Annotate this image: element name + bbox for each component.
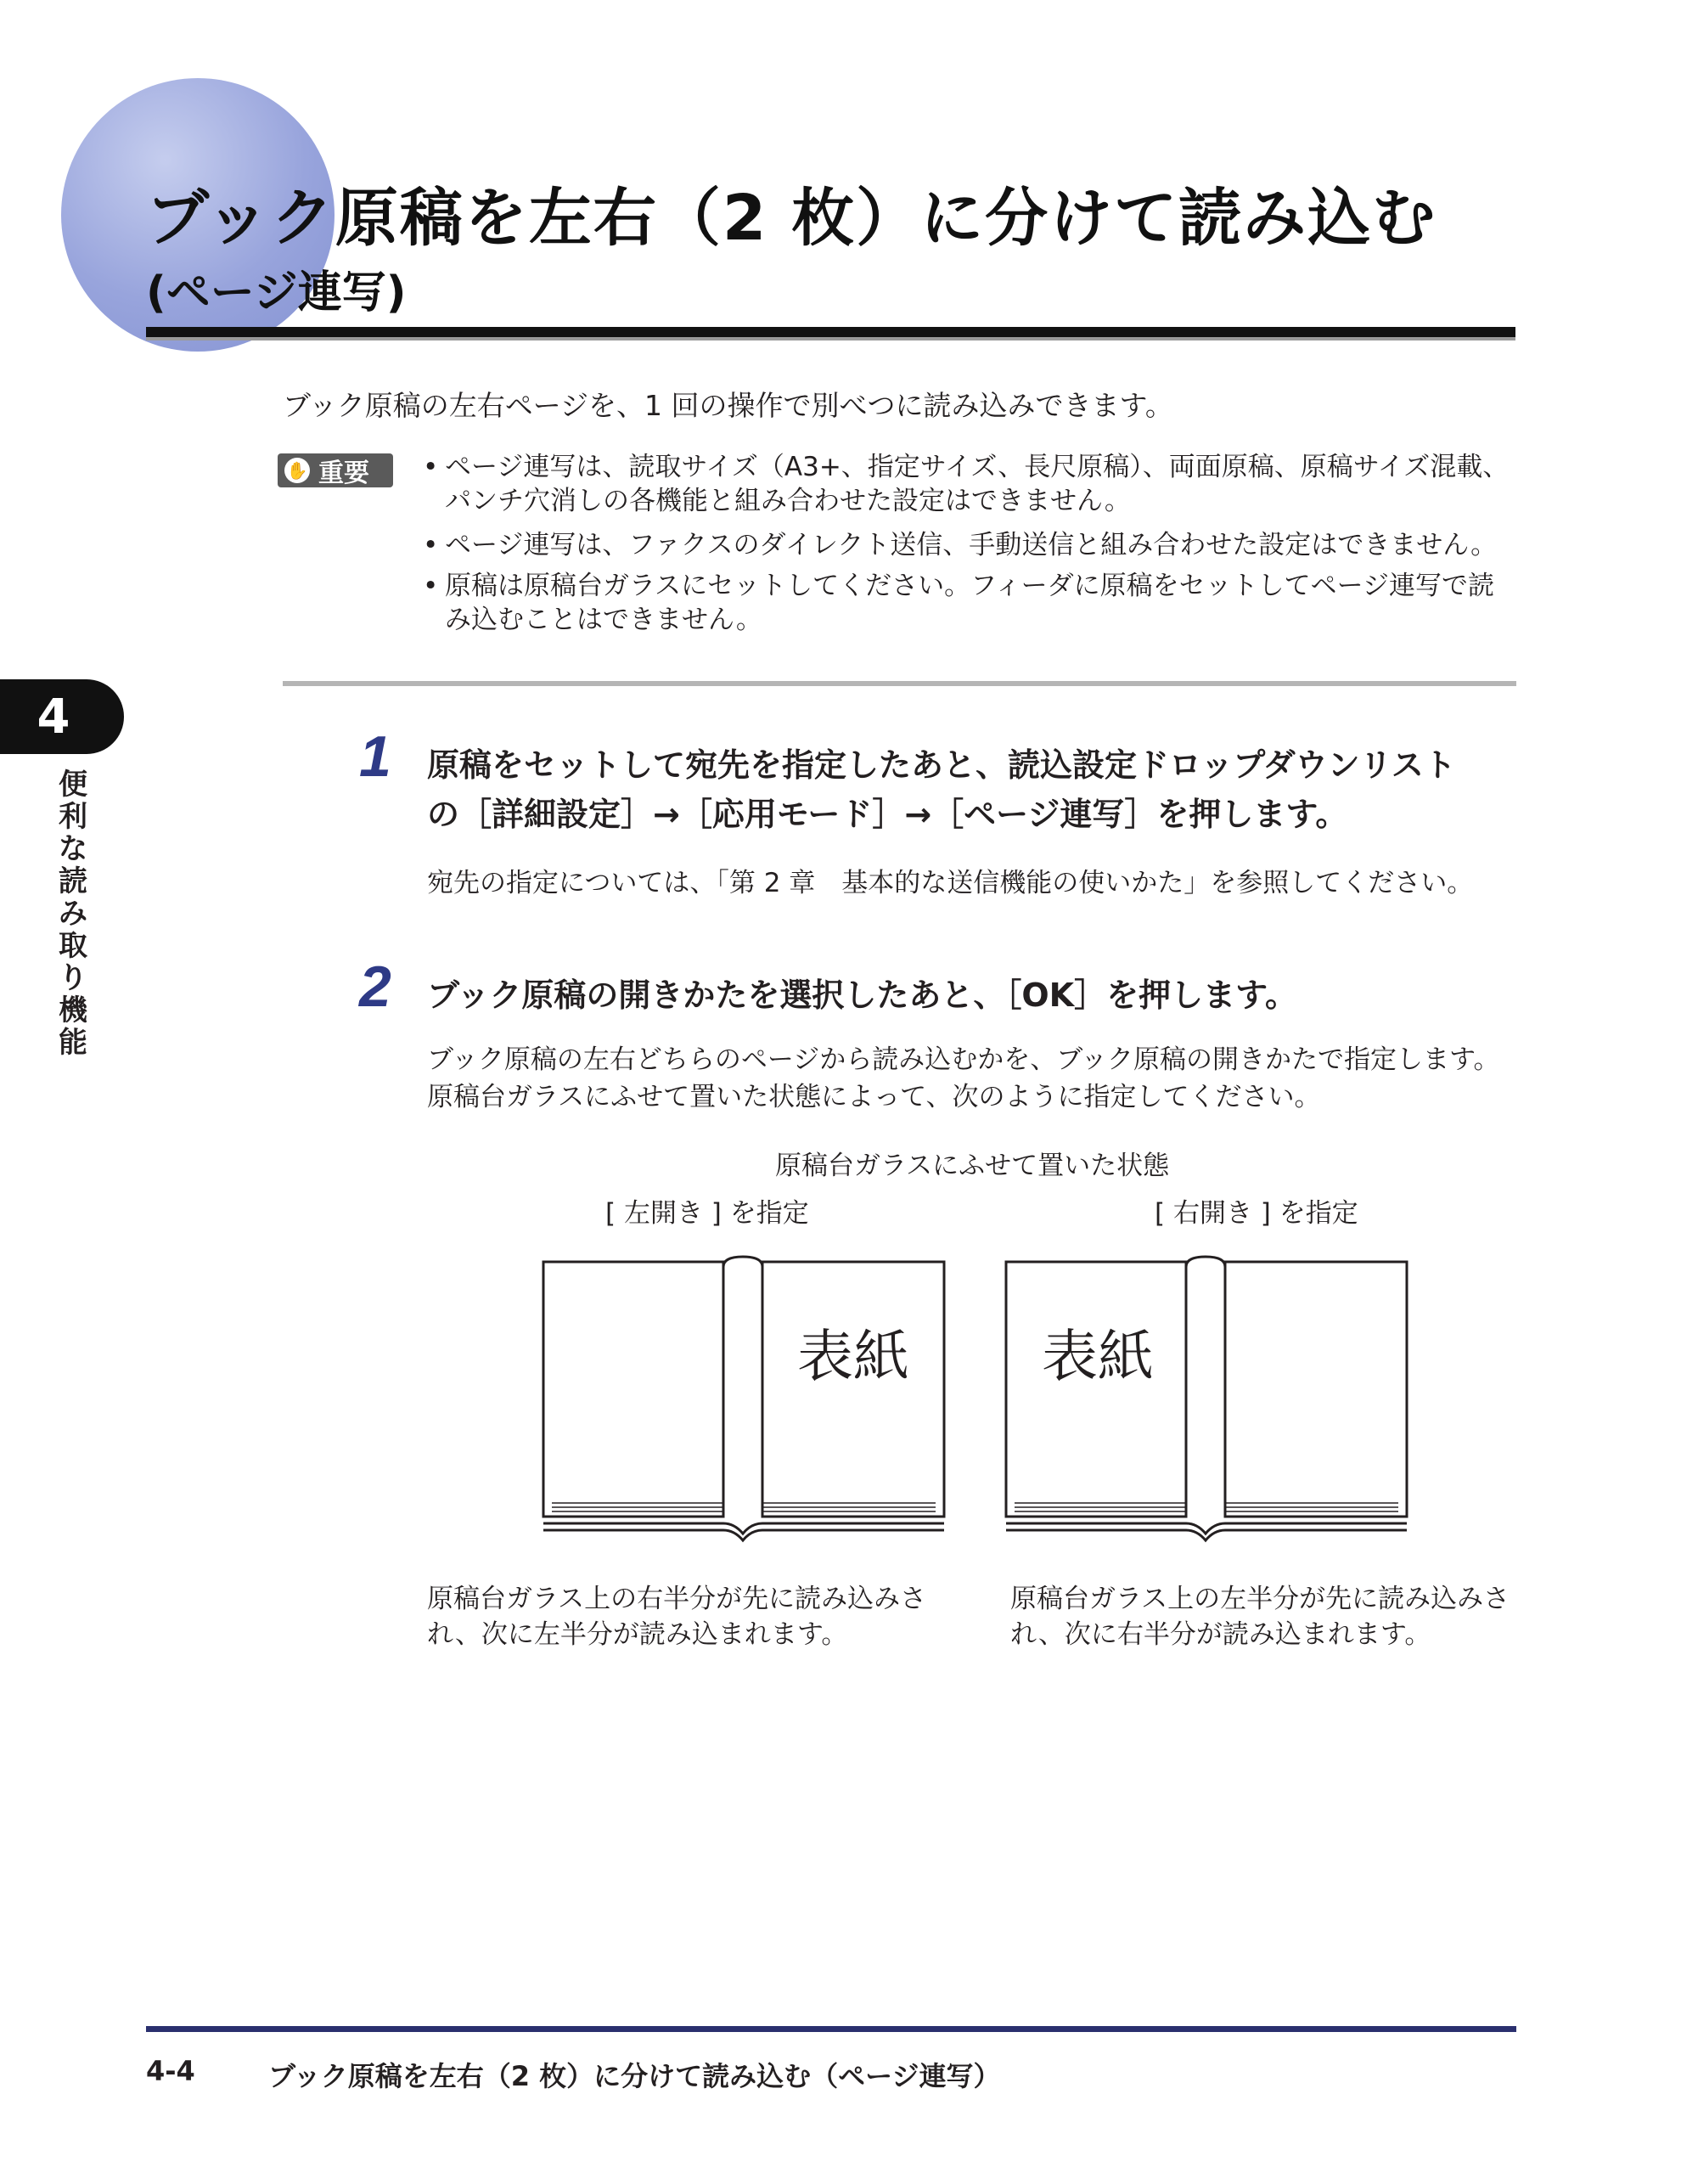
bullet-icon: • bbox=[423, 530, 439, 560]
description-line2: れ、次に右半分が読み込まれます。 bbox=[1010, 1619, 1431, 1650]
important-item-line2: み込むことはできません。 bbox=[445, 605, 762, 635]
book-left-open-illustration bbox=[535, 1248, 951, 1554]
description-line1: 原稿台ガラス上の左半分が先に読み込みさ bbox=[1010, 1584, 1510, 1614]
left-open-label: [ 左開き ] を指定 bbox=[605, 1198, 809, 1229]
left-open-description bbox=[427, 1581, 970, 1652]
diagram-caption: 原稿台ガラスにふせて置いた状態 bbox=[775, 1151, 1170, 1181]
title-divider bbox=[146, 327, 1515, 337]
important-label: 重要 bbox=[318, 459, 369, 488]
step-text-line1: ブック原稿の左右どちらのページから読み込むかを、ブック原稿の開きかたで指定します。 bbox=[427, 1044, 1500, 1075]
important-badge bbox=[278, 453, 393, 487]
step-title-line2: の［詳細設定］→［応用モード］→［ページ連写］を押します。 bbox=[427, 796, 1348, 833]
page-number: 4-4 bbox=[146, 2055, 195, 2087]
intro-text: ブック原稿の左右ページを、1 回の操作で別べつに読み込みできます。 bbox=[283, 389, 1173, 422]
description-line1: 原稿台ガラス上の右半分が先に読み込みさ bbox=[427, 1584, 927, 1614]
page-subtitle: (ページ連写) bbox=[146, 267, 407, 318]
hand-stop-icon: ✋ bbox=[284, 458, 310, 483]
page-title: ブック原稿を左右（2 枚）に分けて読み込む bbox=[146, 182, 1437, 255]
important-item bbox=[423, 528, 1527, 562]
footer-title: ブック原稿を左右（2 枚）に分けて読み込む（ページ連写） bbox=[268, 2060, 1001, 2092]
bullet-icon: • bbox=[423, 571, 439, 601]
right-open-label: [ 右開き ] を指定 bbox=[1155, 1198, 1358, 1229]
cover-text: 表紙 bbox=[1042, 1324, 1154, 1389]
footer-divider bbox=[146, 2026, 1516, 2032]
chapter-tab: 4 bbox=[0, 679, 124, 754]
step-number: 2 bbox=[359, 954, 391, 1019]
step-title-line1: 原稿をセットして宛先を指定したあと、読込設定ドロップダウンリスト bbox=[427, 746, 1456, 784]
important-item-line2: パンチ穴消しの各機能と組み合わせた設定はできません。 bbox=[445, 486, 1131, 516]
important-item-line1: ページ連写は、読取サイズ（A3+、指定サイズ、長尺原稿）、両面原稿、原稿サイズ混載、 bbox=[445, 452, 1510, 482]
important-item-line1: ページ連写は、ファクスのダイレクト送信、手動送信と組み合わせた設定はできません。 bbox=[445, 530, 1498, 560]
right-open-description bbox=[1010, 1581, 1554, 1652]
important-item bbox=[423, 569, 1527, 637]
book-right-open-illustration bbox=[998, 1248, 1414, 1554]
description-line2: れ、次に左半分が読み込まれます。 bbox=[427, 1619, 848, 1650]
step-title: ブック原稿の開きかたを選択したあと、［OK］を押します。 bbox=[427, 977, 1298, 1014]
title-divider-shadow bbox=[146, 337, 1515, 341]
step-number: 1 bbox=[359, 724, 391, 789]
important-item bbox=[423, 450, 1527, 518]
bullet-icon: • bbox=[423, 452, 439, 482]
section-divider bbox=[283, 681, 1516, 686]
important-item-line1: 原稿は原稿台ガラスにセットしてください。フィーダに原稿をセットしてページ連写で読 bbox=[445, 571, 1494, 601]
chapter-title-vertical: 便利な読み取り機能 bbox=[59, 768, 87, 1060]
cover-text: 表紙 bbox=[797, 1324, 909, 1389]
step-text: 宛先の指定については、「第 2 章 基本的な送信機能の使いかた」を参照してください。 bbox=[427, 868, 1474, 898]
step-text-line2: 原稿台ガラスにふせて置いた状態によって、次のように指定してください。 bbox=[427, 1082, 1321, 1112]
